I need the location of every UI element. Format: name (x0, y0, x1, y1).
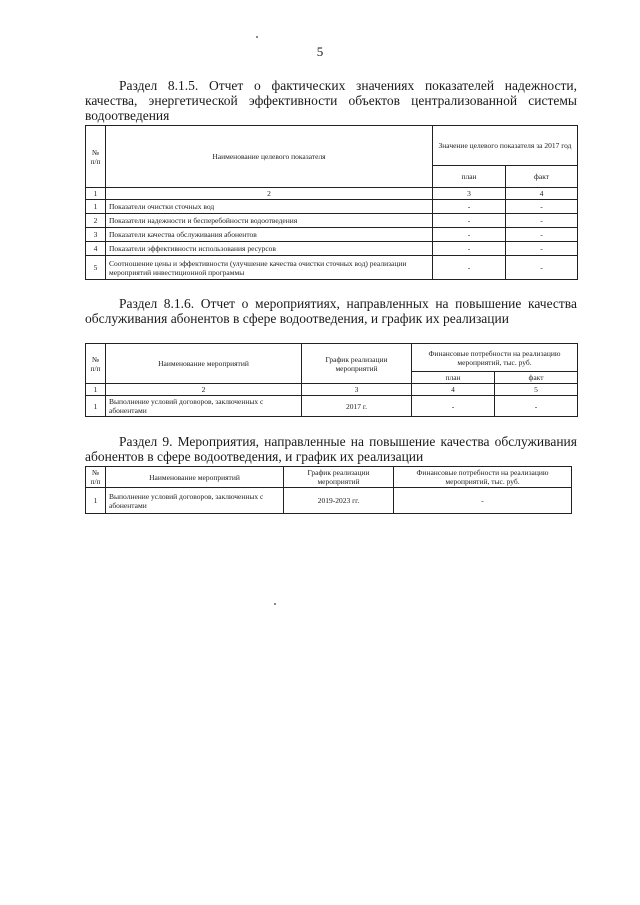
table-row: 2 Показатели надежности и бесперебойности водоотведения - - (86, 214, 578, 228)
col-header-measure-name: Наименование мероприятий (106, 344, 302, 384)
page-number: 5 (316, 44, 324, 59)
service-measures-plan-table (85, 466, 572, 514)
table-row: 1 Выполнение условий договоров, заключенных с абонентами 2017 г. - - (86, 396, 578, 417)
col-header-finance: Финансовые потребности на реализацию мероприятий, тыс. руб. (394, 467, 572, 488)
scan-speck (274, 603, 276, 605)
section-heading-8-1-5: Раздел 8.1.5. Отчет о фактических значениях показателей надежности, качества, энергетической эффективности объектов централизованной системы водоотведения (85, 78, 577, 123)
col-header-target-value: Значение целевого показателя за 2017 год (433, 126, 578, 166)
col-header-num: № п/п (86, 126, 106, 188)
indicators-report-table (85, 125, 578, 280)
col-header-schedule: График реализации мероприятий (302, 344, 412, 384)
col-header-fact: факт (506, 166, 578, 188)
table-row: 3 Показатели качества обслуживания абонентов - - (86, 228, 578, 242)
col-header-schedule: График реализации мероприятий (284, 467, 394, 488)
col-header-finance: Финансовые потребности на реализацию мероприятий, тыс. руб. (412, 344, 578, 372)
col-header-plan: план (412, 372, 495, 384)
table-row: 4 Показатели эффективности использования ресурсов - - (86, 242, 578, 256)
table-row: 1 Выполнение условий договоров, заключенных с абонентами 2019-2023 гг. - (86, 488, 572, 514)
table-row: 1 Показатели очистки сточных вод - - (86, 200, 578, 214)
col-header-plan: план (433, 166, 506, 188)
service-measures-report-table (85, 343, 578, 417)
col-header-indicator-name: Наименование целевого показателя (106, 126, 433, 188)
column-index-row: 1 2 3 4 (86, 188, 578, 200)
table-row: 5 Соотношение цены и эффективности (улучшение качества очистки сточных вод) реализации мероприятий инвестиционной программы - - (86, 256, 578, 280)
col-header-num: № п/п (86, 344, 106, 384)
scan-speck (256, 36, 258, 38)
col-header-measure-name: Наименование мероприятий (106, 467, 284, 488)
col-header-fact: факт (495, 372, 578, 384)
section-heading-8-1-6: Раздел 8.1.6. Отчет о мероприятиях, направленных на повышение качества обслуживания абонентов в сфере водоотведения, и график их реализации (85, 296, 577, 326)
section-heading-9: Раздел 9. Мероприятия, направленные на повышение качества обслуживания абонентов в сфере водоотведения, и график их реализации (85, 434, 577, 464)
col-header-num: № п/п (86, 467, 106, 488)
column-index-row: 1 2 3 4 5 (86, 384, 578, 396)
